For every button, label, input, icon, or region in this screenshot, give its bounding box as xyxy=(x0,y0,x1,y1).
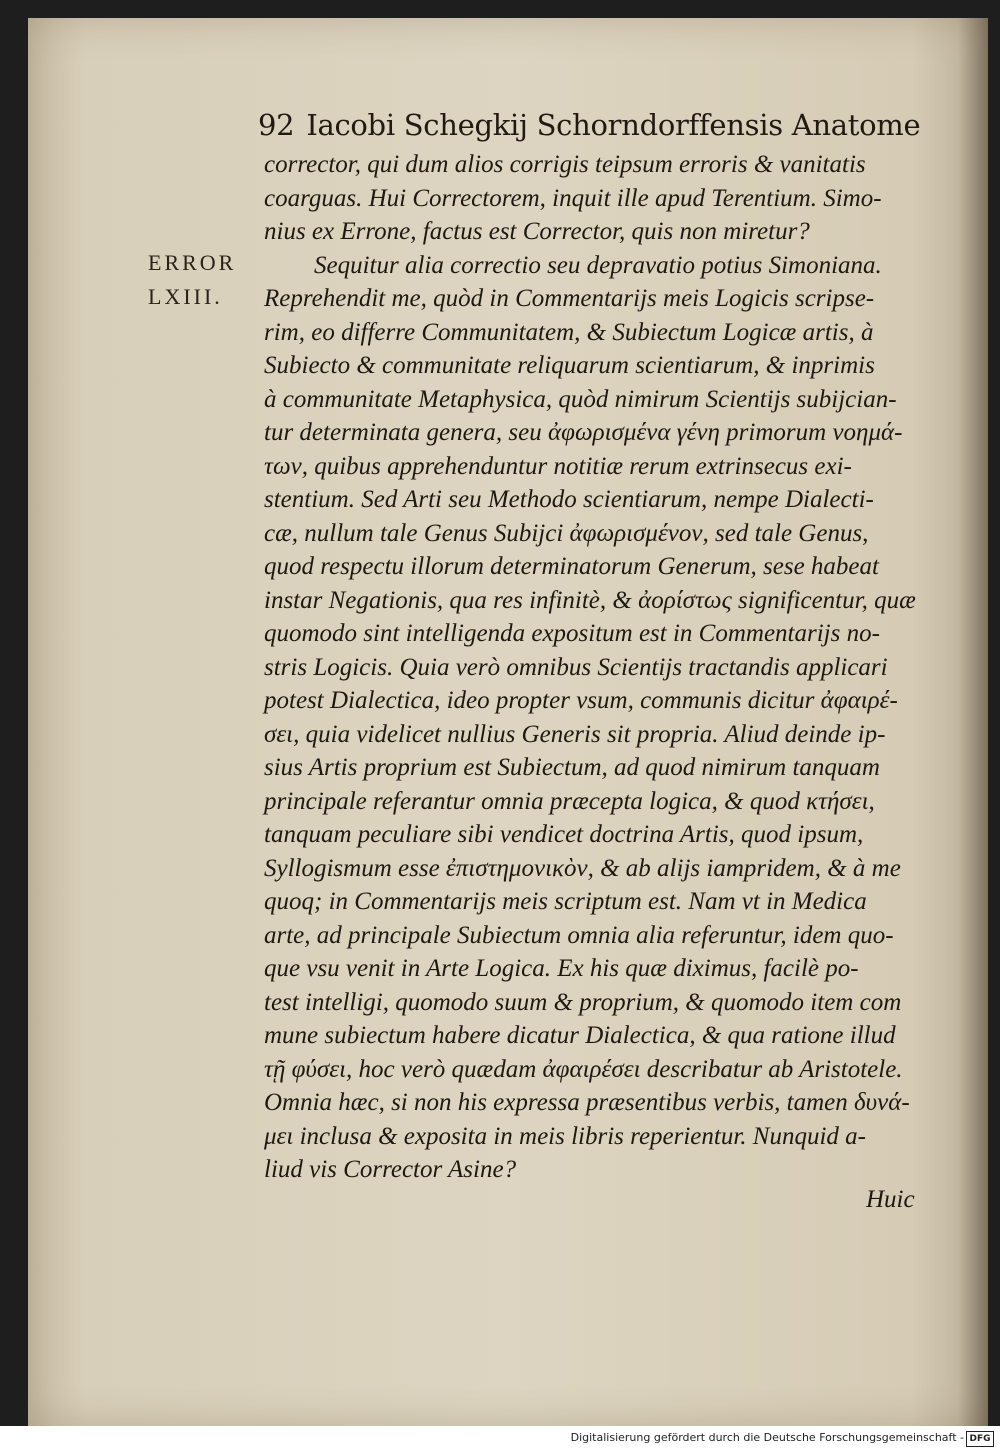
text-line: rim, eo differre Communitatem, & Subiectum Logicæ artis, à xyxy=(264,318,874,346)
text-line: Syllogismum esse ἐπιστημονικὸν, & ab alijs iampridem, & à me xyxy=(264,854,901,882)
text-line: arte, ad principale Subiectum omnia alia referuntur, idem quo- xyxy=(264,921,894,949)
text-line: potest Dialectica, ideo propter vsum, communis dicitur ἀφαιρέ- xyxy=(264,687,898,714)
text-line: coarguas. Hui Correctorem, inquit ille apud Terentium. Simo- xyxy=(264,184,882,212)
text-line: liud vis Corrector Asine? xyxy=(264,1156,517,1183)
digitization-footer xyxy=(0,1426,1000,1451)
text-line: tur determinata genera, seu ἀφωρισμένα γένη primorum νοημά- xyxy=(264,419,903,446)
text-line: stris Logicis. Quia verò omnibus Scientijs tractandis applicari xyxy=(264,653,888,681)
page-edge-shadow xyxy=(958,18,988,1426)
running-header xyxy=(258,108,921,142)
text-line: nius ex Errone, factus est Corrector, quis non miretur? xyxy=(264,218,810,245)
text-line: των, quibus apprehenduntur notitiæ rerum extrinsecus exi- xyxy=(264,452,852,480)
text-line: quoq; in Commentarijs meis scriptum est. Nam vt in Medica xyxy=(264,888,867,915)
body-text xyxy=(264,148,924,1187)
text-line: quomodo sint intelligenda expositum est in Commentarijs no- xyxy=(264,620,880,647)
text-line: mune subiectum habere dicatur Dialectica, & qua ratione illud xyxy=(264,1022,896,1049)
text-line: corrector, qui dum alios corrigis teipsum erroris & vanitatis xyxy=(264,151,866,178)
text-line: σει, quia videlicet nullius Generis sit propria. Aliud deinde ip- xyxy=(264,720,886,748)
margin-note-line: ERROR xyxy=(148,250,237,275)
margin-note xyxy=(148,246,236,314)
text-line: Sequitur alia correctio seu depravatio potius Simoniana. xyxy=(314,251,882,279)
margin-note-line: LXIII. xyxy=(148,284,223,309)
text-line: Subiecto & communitate reliquarum scientiarum, & inprimis xyxy=(264,352,875,379)
text-line: instar Negationis, qua res infinitè, & ἀορίστως significentur, quæ xyxy=(264,586,916,614)
text-line: Omnia hæc, si non his expressa præsentibus verbis, tamen δυνά- xyxy=(264,1089,910,1116)
text-line: μει inclusa & exposita in meis libris reperientur. Nunquid a- xyxy=(264,1122,867,1150)
text-line: quod respectu illorum determinatorum Generum, sese habeat xyxy=(264,553,879,580)
text-line: test intelligi, quomodo suum & proprium, & quomodo item com xyxy=(264,988,902,1016)
text-line: sius Artis proprium est Subiectum, ad quod nimirum tanquam xyxy=(264,754,880,781)
dfg-logo: DFG xyxy=(966,1431,994,1447)
text-line: cæ, nullum tale Genus Subijci ἀφωρισμένον, sed tale Genus, xyxy=(264,519,869,547)
text-line: que vsu venit in Arte Logica. Ex his quæ diximus, facilè po- xyxy=(264,955,859,982)
text-line: principale referantur omnia præcepta logica, & quod κτήσει, xyxy=(264,787,875,815)
text-line: stentium. Sed Arti seu Methodo scientiarum, nempe Dialecti- xyxy=(264,486,874,513)
catchword: Huic xyxy=(866,1186,915,1213)
text-line: Reprehendit me, quòd in Commentarijs meis Logicis scripse- xyxy=(264,285,875,312)
text-line: tanquam peculiare sibi vendicet doctrina Artis, quod ipsum, xyxy=(264,821,864,848)
text-line: à communitate Metaphysica, quòd nimirum Scientijs subijcian- xyxy=(264,385,897,413)
footer-credit: Digitalisierung gefördert durch die Deutsche Forschungsgemeinschaft - xyxy=(570,1431,964,1444)
text-line: τῇ φύσει, hoc verò quædam ἀφαιρέσει describatur ab Aristotele. xyxy=(264,1055,903,1083)
page-number: 92 xyxy=(258,108,295,142)
running-title: Iacobi Schegkij Schorndorffensis Anatome xyxy=(306,108,921,142)
